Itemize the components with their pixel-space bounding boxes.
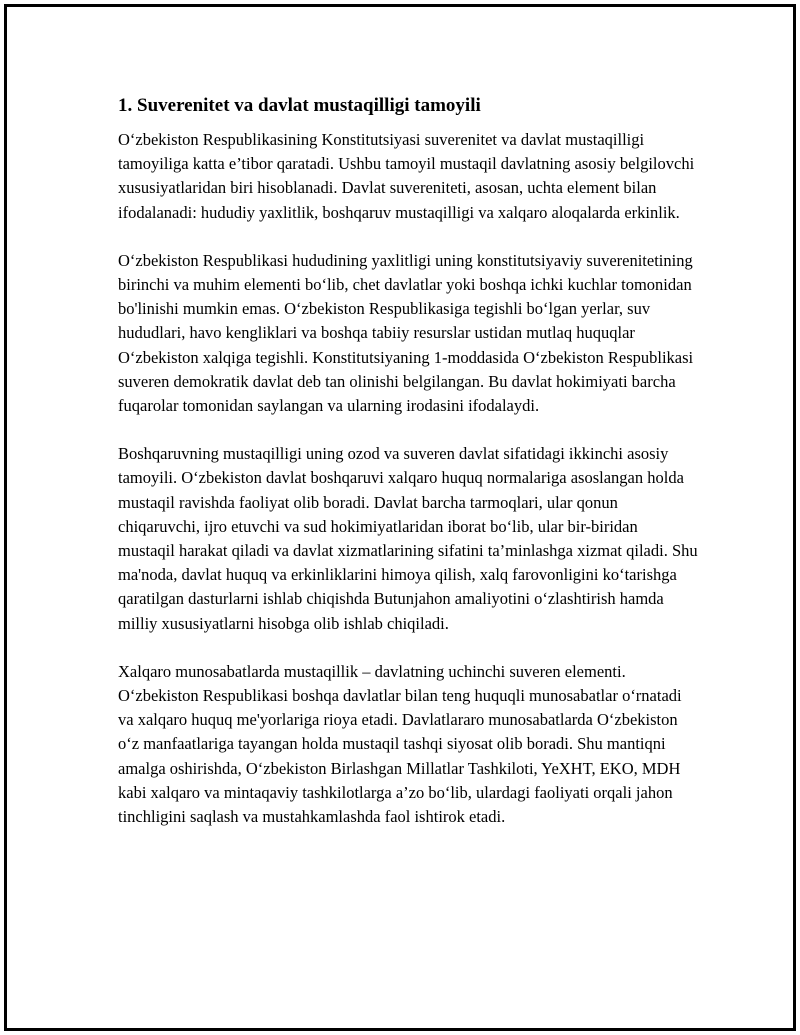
document-body xyxy=(118,94,698,853)
paragraph-3: Boshqaruvning mustaqilligi uning ozod va suveren davlat sifatidagi ikkinchi asosiy tamoyili. O‘zbekiston davlat boshqaruvi xalqaro huquq normalariga asoslangan holda mustaqil ravishda faoliyat olib boradi. Davlat barcha tarmoqlari, ular qonun chiqaruvchi, ijro etuvchi va sud hokimiyatlaridan iborat bo‘lib, ular bir-biridan mustaqil harakat qiladi va davlat xizmatlarining sifatini ta’minlashga xizmat qiladi. Shu ma'noda, davlat huquq va erkinliklarini himoya qilish, xalq farovonligini ko‘tarishga qaratilgan dasturlarni ishlab chiqishda Butunjahon amaliyotini o‘zlashtirish hamda milliy xususiyatlarni hisobga olib ishlab chiqiladi. xyxy=(118,444,698,633)
paragraph-2: O‘zbekiston Respublikasi hududining yaxlitligi uning konstitutsiyaviy suverenitetining birinchi va muhim elementi bo‘lib, chet davlatlar yoki boshqa ichki kuchlar tomonidan bo'linishi mumkin emas. O‘zbekiston Respublikasiga tegishli bo‘lgan yerlar, suv hududlari, havo kengliklari va boshqa tabiiy resurslar ustidan mutlaq huquqlar O‘zbekiston xalqiga tegishli. Konstitutsiyaning 1-moddasida O‘zbekiston Respublikasi suveren demokratik davlat deb tan olinishi belgilangan. Bu davlat hokimiyati barcha fuqarolar tomonidan saylangan va ularning irodasini ifodalaydi. xyxy=(118,250,694,416)
paragraph-1: O‘zbekiston Respublikasining Konstitutsiyasi suverenitet va davlat mustaqilligi tamoyiliga katta e’tibor qaratadi. Ushbu tamoyil mustaqil davlatning asosiy belgilovchi xususiyatlaridan biri hisoblanadi. Davlat suvereniteti, asosan, uchta element bilan ifodalanadi: hududiy yaxlitlik, boshqaruv mustaqilligi va xalqaro aloqalarda erkinlik. xyxy=(118,130,695,222)
paragraph-4: Xalqaro munosabatlarda mustaqillik – davlatning uchinchi suveren elementi. O‘zbekiston Respublikasi boshqa davlatlar bilan teng huquqli munosabatlar o‘rnatadi va xalqaro huquq me'yorlariga rioya etadi. Davlatlararo munosabatlarda O‘zbekiston o‘z manfaatlariga tayangan holda mustaqil tashqi siyosat olib boradi. Shu mantiqni amalga oshirishda, O‘zbekiston Birlashgan Millatlar Tashkiloti, YeXHT, EKO, MDH kabi xalqaro va mintaqaviy tashkilotlarga a’zo bo‘lib, ulardagi faoliyati orqali jahon tinchligini saqlash va mustahkamlashda faol ishtirok etadi. xyxy=(118,661,682,827)
section-heading: 1. Suverenitet va davlat mustaqilligi tamoyili xyxy=(118,95,481,116)
